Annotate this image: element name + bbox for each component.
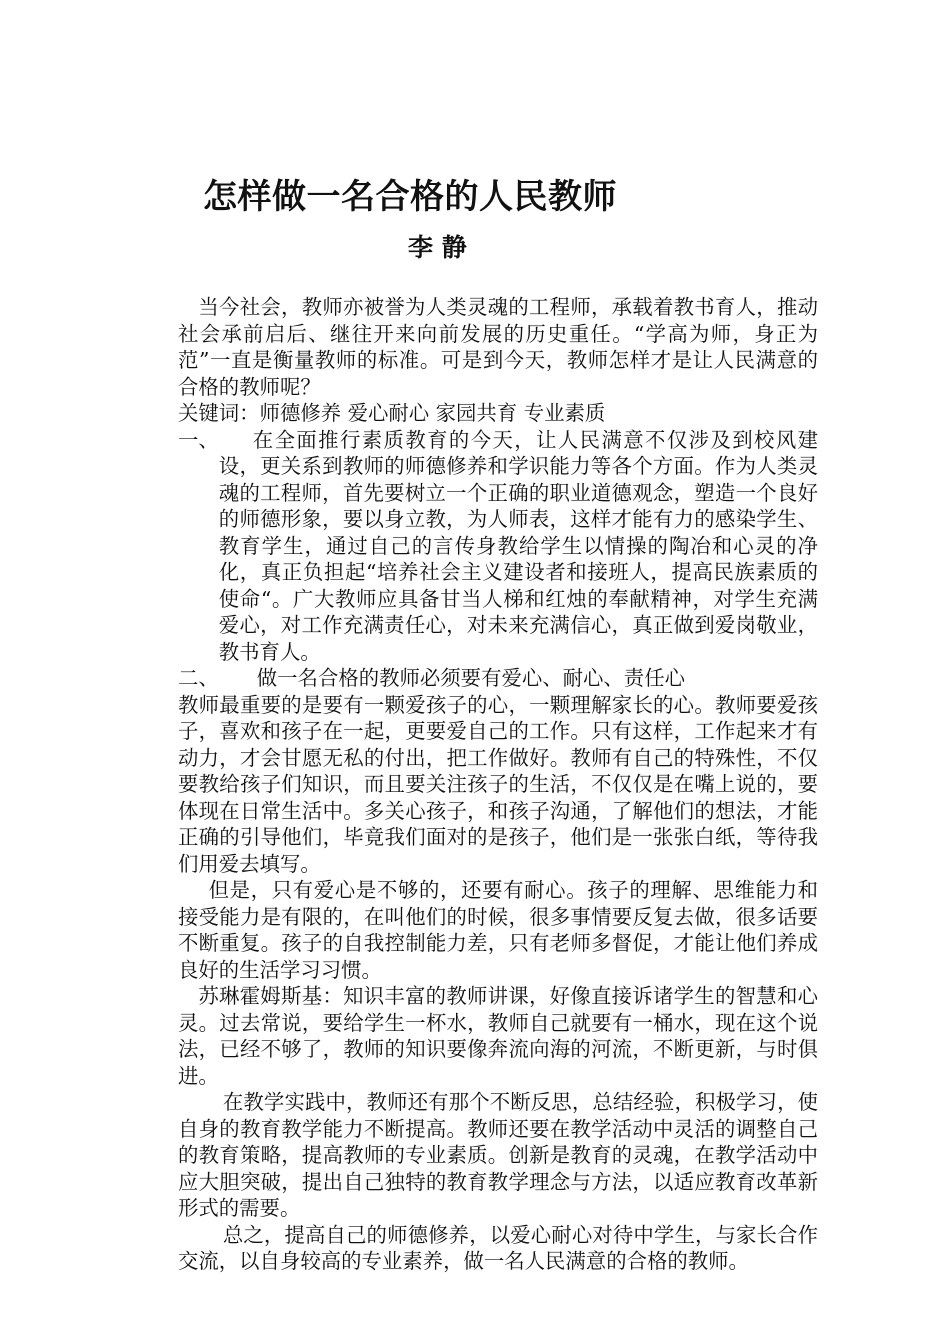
- section-one: [178, 427, 818, 666]
- section-one-number: 一、: [178, 427, 219, 452]
- body-paragraph: 教师最重要的是要有一颗爱孩子的心，一颗理解家长的心。教师要爱孩子，喜欢和孩子在一起，更要爱自己的工作。只有这样，工作起来才有动力，才会甘愿无私的付出，把工作做好。教师有自己的特殊性，不仅要教给孩子们知识，而且要关注孩子的生活，不仅仅是在嘴上说的，要体现在日常生活中。多关心孩子，和孩子沟通，了解他们的想法，才能正确的引导他们，毕竟我们面对的是孩子，他们是一张张白纸，等待我们用爱去填写。: [178, 692, 818, 876]
- document-author: 李 静: [408, 233, 467, 262]
- section-one-paragraph: 在全面推行素质教育的今天，让人民满意不仅涉及到校风建设，更关系到教师的师德修养和学识能力等各个方面。作为人类灵魂的工程师，首先要树立一个正确的职业道德观念，塑造一个良好的师德形象，要以身立教，为人师表，这样才能有力的感染学生、教育学生，通过自己的言传身教给学生以情操的陶冶和心灵的净化，真正负担起“培养社会主义建设者和接班人，提高民族素质的使命“。广大教师应具备甘当人梯和红烛的奉献精神，对学生充满爱心，对工作充满责任心，对未来充满信心，真正做到爱岗敬业，教书育人。: [218, 427, 818, 664]
- section-two-heading: [178, 665, 818, 692]
- body-paragraph: 但是，只有爱心是不够的，还要有耐心。孩子的理解、思维能力和接受能力是有限的，在叫他们的时候，很多事情要反复去做，很多话要不断重复。孩子的自我控制能力差，只有老师多督促，才能让他们养成良好的生活学习习惯。: [178, 878, 818, 982]
- keywords-line: 关键词：师德修养 爱心耐心 家园共育 专业素质: [178, 401, 606, 425]
- document-title: 怎样做一名合格的人民教师: [203, 177, 617, 217]
- body-paragraph: 在教学实践中，教师还有那个不断反思，总结经验，积极学习，使自身的教育教学能力不断提高。教师还要在教学活动中灵活的调整自己的教育策略，提高教师的专业素质。创新是教育的灵魂，在教学活动中应大胆突破，提出自己独特的教育教学理念与方法，以适应教育改革新形式的需要。: [178, 1090, 818, 1220]
- body-paragraph: 苏琳霍姆斯基：知识丰富的教师讲课，好像直接诉诸学生的智慧和心灵。过去常说，要给学生一杯水，教师自己就要有一桶水，现在这个说法，已经不够了，教师的知识要像奔流向海的河流，不断更新，与时俱进。: [178, 984, 818, 1088]
- section-two-number: 二、: [178, 666, 219, 690]
- body-paragraph: 总之，提高自己的师德修养，以爱心耐心对待中学生，与家长合作交流，以自身较高的专业素养，做一名人民满意的合格的教师。: [178, 1222, 818, 1273]
- section-two-heading-text: 做一名合格的教师必须要有爱心、耐心、责任心: [256, 666, 685, 690]
- intro-paragraph: 当今社会，教师亦被誉为人类灵魂的工程师，承载着教书育人，推动社会承前启后、继往开来向前发展的历史重任。“学高为师，身正为范”一直是衡量教师的标准。可是到今天，教师怎样才是让人民满意的合格的教师呢？: [178, 295, 818, 399]
- section-one-text: [219, 427, 818, 666]
- document-body: [178, 294, 818, 1275]
